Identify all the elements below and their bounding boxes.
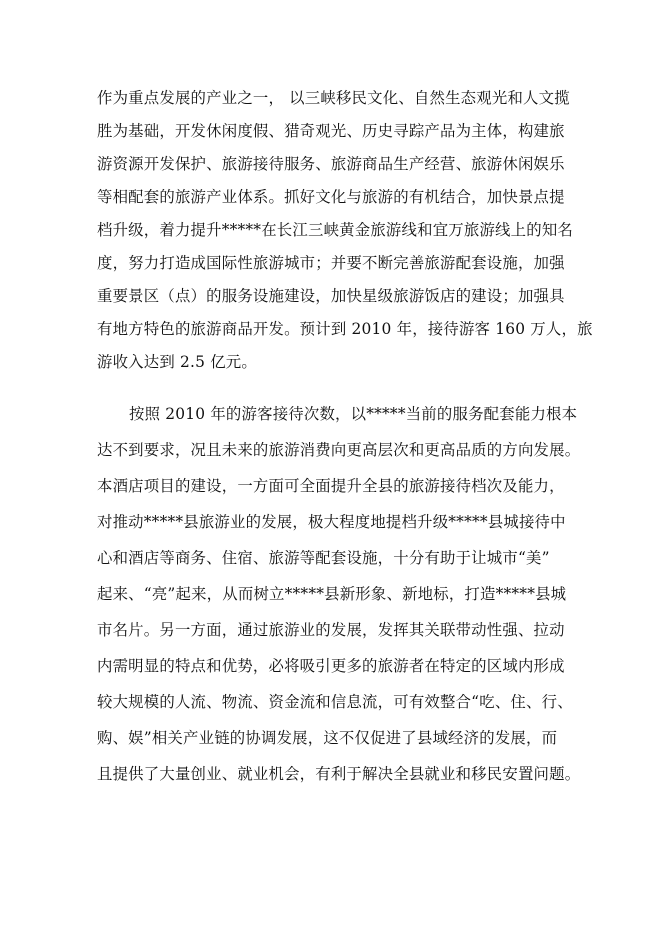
paragraph-1-line-4: 等相配套的旅游产业体系。抓好文化与旅游的有机结合，加快景点提 — [97, 188, 565, 206]
paragraph-1-line-6: 度，努力打造成国际性旅游城市；并要不断完善旅游配套设施，加强 — [97, 254, 565, 272]
paragraph-2-line-6: 起来、“亮”起来，从而树立*****县新形象、新地标，打造*****县城 — [97, 585, 567, 603]
paragraph-1-line-1: 作为重点发展的产业之一， 以三峡移民文化、自然生态观光和人文揽 — [97, 89, 570, 107]
paragraph-2-line-1: 按照 2010 年的游客接待次数，以*****当前的服务配套能力根本 — [129, 405, 578, 423]
paragraph-2-line-3: 本酒店项目的建设，一方面可全面提升全县的旅游接待档次及能力， — [97, 477, 565, 495]
paragraph-2-line-8: 内需明显的特点和优势，必将吸引更多的旅游者在特定的区域内形成 — [97, 657, 565, 675]
paragraph-2-line-9: 较大规模的人流、物流、资金流和信息流，可有效整合“吃、住、行、 — [97, 693, 573, 711]
paragraph-2-line-10: 购、娱”相关产业链的协调发展，这不仅促进了县域经济的发展，而 — [97, 729, 558, 747]
paragraph-2-line-5: 心和酒店等商务、住宿、旅游等配套设施，十分有助于让城市“美” — [97, 549, 550, 567]
paragraph-1-line-2: 胜为基础，开发休闲度假、猎奇观光、历史寻踪产品为主体，构建旅 — [97, 122, 565, 140]
paragraph-2-line-11: 且提供了大量创业、就业机会，有利于解决全县就业和移民安置问题。 — [97, 765, 581, 783]
paragraph-2-line-7: 市名片。另一方面，通过旅游业的发展，发挥其关联带动性强、拉动 — [97, 621, 565, 639]
paragraph-1-line-8: 有地方特色的旅游商品开发。预计到 2010 年，接待游客 160 万人，旅 — [97, 320, 593, 338]
paragraph-2-line-2: 达不到要求，况且未来的旅游消费向更高层次和更高品质的方向发展。 — [97, 441, 581, 459]
paragraph-1-line-9: 游收入达到 2.5 亿元。 — [97, 353, 257, 371]
paragraph-2-line-4: 对推动*****县旅游业的发展，极大程度地提档升级*****县城接待中 — [97, 513, 566, 531]
paragraph-1-line-5: 档升级，着力提升*****在长江三峡黄金旅游线和宜万旅游线上的知名 — [97, 221, 574, 239]
paragraph-1-line-3: 游资源开发保护、旅游接待服务、旅游商品生产经营、旅游休闲娱乐 — [97, 155, 565, 173]
paragraph-1-line-7: 重要景区（点）的服务设施建设，加快星级旅游饭店的建设；加强具 — [97, 287, 565, 305]
